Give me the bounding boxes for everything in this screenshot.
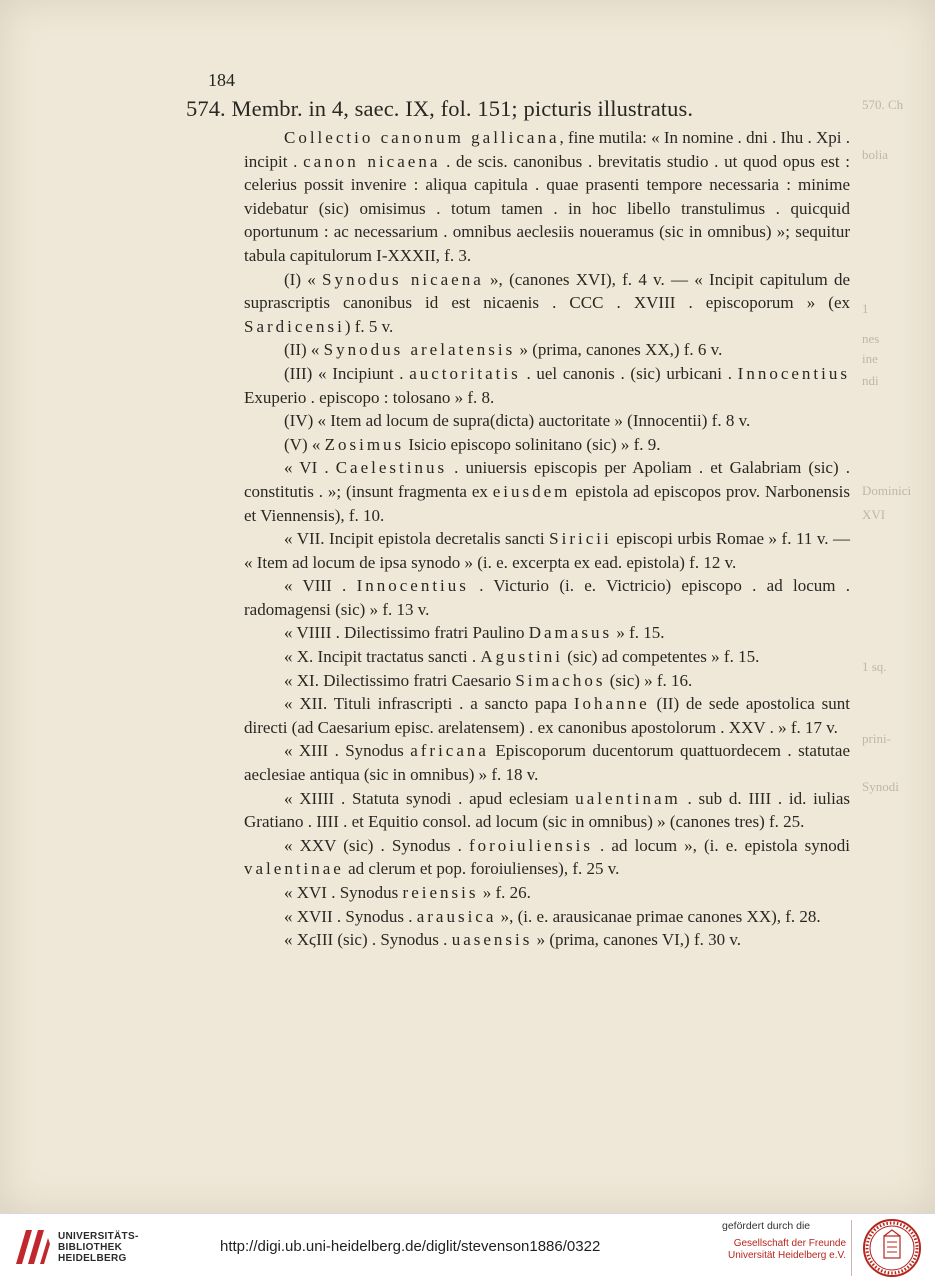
entry-paragraph [186,905,850,929]
text-run: ad clerum et pop. foroiulienses), f. 25 v. [343,859,620,879]
spaced-term: Damasus [528,623,613,643]
spaced-term: Agustini [480,647,563,667]
text-run: Episcoporum ducentorum quattuordecem . statutae aeclesiae antiqua (sic in omnibus) » f. 18 v. [244,741,850,785]
text-run: « VIII . [284,576,357,596]
bleed-through-text: ndi [862,373,879,388]
text-run: episcopi urbis Romae » f. 11 v. — « Item ad locum de ipsa synodo » (i. e. excerpta ex ead. epistola) f. 12 v. [244,529,851,572]
text-run: ) f. 5 v. [344,316,394,336]
entry-paragraph [186,268,850,339]
text-run: (sic) » f. 16. [605,670,693,690]
text-run: (II) « [284,340,324,360]
spaced-term: Iohanne [573,694,650,714]
entry-paragraph [186,338,850,362]
text-run: . ad locum », (i. e. epistola synodi [592,835,850,855]
text-run: (V) « [284,434,325,454]
spaced-term: auctoritatis [409,363,521,383]
entry-paragraph [186,834,850,881]
entry-paragraph [186,527,850,574]
bleed-through-text: bolia [862,147,888,162]
page-number: 184 [208,70,235,90]
text-run: . uel canonis . (sic) urbicani . [520,363,738,383]
text-run: « XVII . Synodus . [284,906,417,926]
bleed-through-text: 1 [862,301,869,316]
permalink-url[interactable]: http://digi.ub.uni-heidelberg.de/diglit/stevenson1886/0322 [220,1238,601,1255]
catalog-entry [186,94,850,952]
spaced-term: Siricii [549,529,612,549]
entry-heading: 574. Membr. in 4, saec. IX, fol. 151; picturis illustratus. [186,96,694,121]
spaced-term: Synodus arelatensis [323,340,516,360]
spaced-term: africana [410,741,489,761]
text-run: « XII. Tituli infrascripti . a sancto papa [284,694,574,714]
library-name: UNIVERSITÄTS- BIBLIOTHEK HEIDELBERG [58,1231,139,1264]
bleed-through-text: nes [862,331,880,346]
spaced-term: valentinae [244,859,344,879]
entry-paragraph [186,669,850,693]
spaced-term: Innocentius [356,576,469,596]
text-run: « XIIII . Statuta synodi . apud eclesiam [284,788,576,808]
spaced-term: uasensis [451,930,533,950]
text-run: Exuperio . episcopo : tolosano » f. 8. [244,387,495,407]
entry-paragraph [186,928,850,952]
bleed-through-text: ine [862,351,878,366]
spaced-term: arausica [416,906,497,926]
entry-paragraph [186,456,850,527]
text-run: « X. Incipit tractatus sancti . [284,647,481,667]
text-run: » f. 15. [612,623,665,643]
text-run: » f. 26. [478,883,531,902]
entry-paragraph [186,362,850,409]
spaced-term: reiensis [402,883,479,902]
text-run: », (canones XVI), f. 4 v. — « Incipit capitulum de suprascriptis canonibus id est nicaenis . CCC . XVIII . episcoporum » (ex [244,269,850,313]
entry-paragraph [186,739,850,786]
bleed-through-text: 570. Ch [862,97,904,112]
entry-paragraph [186,645,850,669]
entry-paragraph [186,881,850,905]
text-run: « VI . [284,458,336,478]
spaced-term: Simachos [515,670,606,690]
bleed-through-text: Synodi [862,779,899,794]
sponsor-name: Gesellschaft der Freunde Universität Heidelberg e.V. [727,1238,846,1261]
text-run: (sic) ad competentes » f. 15. [562,647,760,667]
text-run: . de scis. canonibus . brevitatis studio . ut quod opus est : celerius possit invenire : aliqua capitula . quae prasenti tempore necessaria : minime videbatur (sic) omisimus . totum tamen . in hoc libello transtulimus . quicquid oportunum : ac necessarium . omnibus aeclesiis noueramus (sic in omnibus) »; sequitur tabula capitulorum I-XXXII, f. 3. [244,151,850,265]
university-seal-icon [862,1218,922,1278]
spaced-term: Caelestinus [335,458,448,478]
spaced-term: foroiuliensis [468,835,593,855]
entry-paragraph [186,787,850,834]
entry-paragraphs [186,126,850,952]
text-run: (III) « Incipiunt . [284,363,410,383]
spaced-term: ualentinam [575,788,681,808]
bleed-through-text: XVI [862,507,886,522]
spaced-term: Sardicensi [244,316,345,336]
text-run: , fine mutila: « In nomine . dni . Ihu . Xpi . incipit . [244,128,850,171]
spaced-term: canon nicaena [303,151,441,171]
text-run: « VII. Incipit epistola decretalis sancti [284,529,550,549]
footer-divider [851,1220,852,1276]
bleed-through-text: 1 sq. [862,659,887,674]
spaced-term: eiusdem [492,481,571,501]
entry-paragraph [186,433,850,457]
text-run: (I) « [284,269,323,289]
text-run: » (prima, canones VI,) f. 30 v. [532,930,742,950]
entry-paragraph [186,621,850,645]
footer-bar [0,1213,935,1282]
text-run: « XXV (sic) . Synodus . [284,835,469,855]
text-run: « XIII . Synodus [284,741,411,761]
text-run: . Victurio (i. e. Victricio) episcopo . ad locum . radomagensi (sic) » f. 13 v. [244,576,851,619]
university-library-logo-icon [12,1224,52,1272]
text-run: epistola ad episcopos prov. Narbonensis et Viennensis), f. 10. [244,481,850,525]
funded-by-label: gefördert durch die [722,1220,811,1232]
text-run: « XVI . Synodus [284,883,403,902]
text-run: « XϛIII (sic) . Synodus . [284,930,452,950]
entry-paragraph [186,574,850,621]
entry-paragraph [186,126,850,268]
text-run: « XI. Dilectissimo fratri Caesario [284,670,516,690]
spaced-term: Collectio canonum gallicana [284,128,560,147]
bleed-through-text: Dominici [862,483,912,498]
text-run: (IV) « Item ad locum de supra(dicta) auctoritate » (Innocentii) f. 8 v. [284,411,751,431]
spaced-term: Innocentius [737,363,850,383]
text-run: « VIIII . Dilectissimo fratri Paulino [284,623,529,643]
text-run: Isicio episcopo solinitano (sic) » f. 9. [404,434,661,454]
text-run: . sub d. IIII . id. iulias Gratiano . IIII . et Equitio consol. ad locum (sic in omnibus) » (canones tres) f. 25. [244,788,850,832]
text-run: (II) de sede apostolica sunt directi (ad Caesarium episc. arelatensem) . ex canonibus apostolorum . XXV . » f. 17 v. [244,694,850,737]
spaced-term: Zosimus [324,434,405,454]
entry-paragraph [186,692,850,739]
bleed-through-text: prini- [862,731,891,746]
text-run: . uniuersis episcopis per Apoliam . et Galabriam (sic) . constitutis . »; (insunt fragmenta ex [244,458,850,501]
text-run: » (prima, canones XX,) f. 6 v. [515,340,723,360]
entry-paragraph [186,409,850,433]
text-run: », (i. e. arausicanae primae canones XX), f. 28. [496,906,821,926]
spaced-term: Synodus nicaena [322,269,484,289]
